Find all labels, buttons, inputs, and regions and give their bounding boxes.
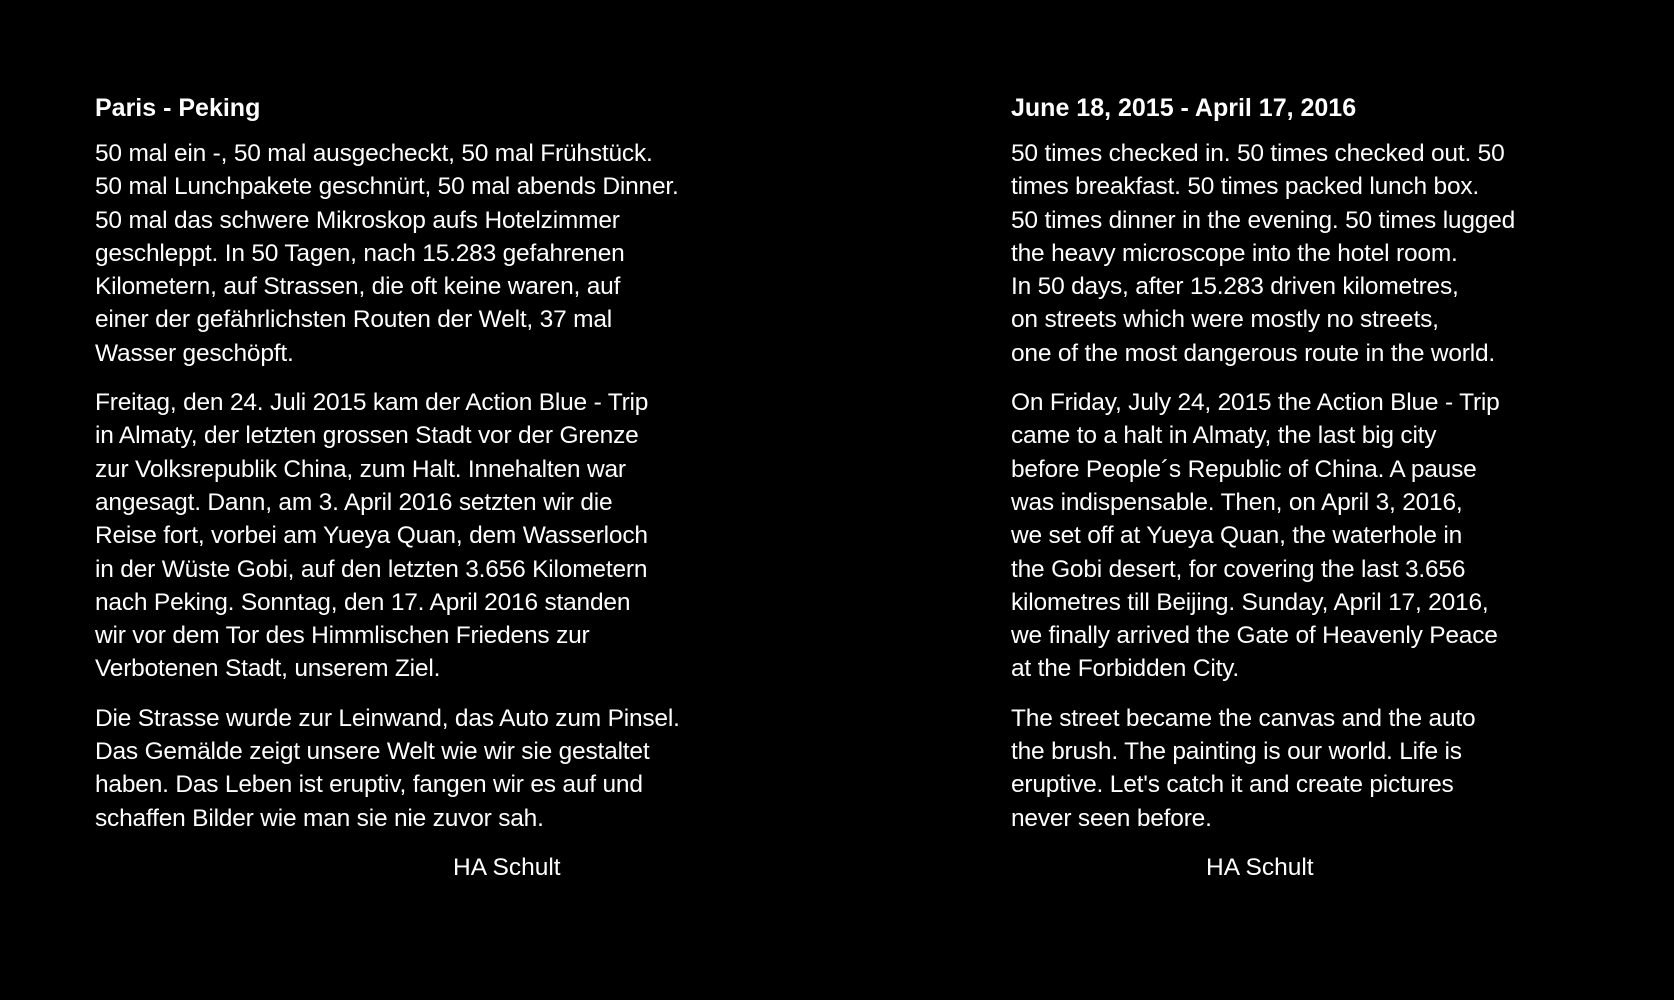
text-line: never seen before. <box>1011 804 1212 832</box>
text-line: 50 mal ein -, 50 mal ausgecheckt, 50 mal Frühstück. <box>95 140 653 167</box>
text-line: nach Peking. Sonntag, den 17. April 2016 standen <box>95 588 631 616</box>
text-line: in Almaty, der letzten grossen Stadt vor der Grenze <box>95 422 639 450</box>
text-line: Kilometern, auf Strassen, die oft keine waren, auf <box>95 273 621 301</box>
text-line: in der Wüste Gobi, auf den letzten 3.656 Kilometern <box>95 555 648 583</box>
german-column <box>95 92 735 884</box>
german-paragraph-2 <box>95 386 735 686</box>
german-paragraph-1 <box>95 137 735 370</box>
text-line: 50 mal Lunchpakete geschnürt, 50 mal abends Dinner. <box>95 173 679 201</box>
english-paragraph-3 <box>1011 702 1651 835</box>
german-signature: HA Schult <box>453 853 561 881</box>
text-line: schaffen Bilder wie man sie nie zuvor sah. <box>95 804 544 832</box>
text-line: at the Forbidden City. <box>1011 655 1240 683</box>
text-line: zur Volksrepublik China, zum Halt. Innehalten war <box>95 455 626 483</box>
text-line: Verbotenen Stadt, unserem Ziel. <box>95 655 441 683</box>
english-paragraph-2 <box>1011 386 1651 686</box>
text-line: was indispensable. Then, on April 3, 2016, <box>1011 488 1463 516</box>
text-line: one of the most dangerous route in the world. <box>1011 339 1496 367</box>
text-line: times breakfast. 50 times packed lunch box. <box>1011 173 1480 201</box>
text-line: Die Strasse wurde zur Leinwand, das Auto zum Pinsel. <box>95 704 680 732</box>
text-line: haben. Das Leben ist eruptiv, fangen wir es auf und <box>95 771 643 799</box>
text-line: einer der gefährlichsten Routen der Welt, 37 mal <box>95 306 612 334</box>
text-line: 50 times dinner in the evening. 50 times lugged <box>1011 206 1516 234</box>
text-line: eruptive. Let's catch it and create pictures <box>1011 771 1454 799</box>
text-line: the brush. The painting is our world. Life is <box>1011 738 1462 766</box>
text-line: before People´s Republic of China. A pause <box>1011 455 1477 483</box>
text-line: Freitag, den 24. Juli 2015 kam der Action Blue - Trip <box>95 389 649 417</box>
german-paragraph-3 <box>95 702 735 835</box>
text-line: came to a halt in Almaty, the last big city <box>1011 422 1437 450</box>
text-line: On Friday, July 24, 2015 the Action Blue - Trip <box>1011 389 1500 417</box>
text-line: Das Gemälde zeigt unsere Welt wie wir sie gestaltet <box>95 738 650 766</box>
text-line: the Gobi desert, for covering the last 3.656 <box>1011 555 1466 583</box>
text-line: Reise fort, vorbei am Yueya Quan, dem Wasserloch <box>95 522 648 550</box>
text-line: geschleppt. In 50 Tagen, nach 15.283 gefahrenen <box>95 239 625 267</box>
english-column <box>1011 92 1651 884</box>
text-line: In 50 days, after 15.283 driven kilometres, <box>1011 273 1459 301</box>
text-line: on streets which were mostly no streets, <box>1011 306 1439 334</box>
text-line: 50 mal das schwere Mikroskop aufs Hotelzimmer <box>95 206 620 234</box>
text-line: kilometres till Beijing. Sunday, April 17, 2016, <box>1011 588 1489 616</box>
text-line: we set off at Yueya Quan, the waterhole in <box>1011 522 1463 550</box>
text-line: the heavy microscope into the hotel room. <box>1011 239 1458 267</box>
text-line: 50 times checked in. 50 times checked out. 50 <box>1011 140 1505 167</box>
text-line: we finally arrived the Gate of Heavenly Peace <box>1011 622 1498 650</box>
text-line: wir vor dem Tor des Himmlischen Friedens zur <box>95 622 590 650</box>
english-signature: HA Schult <box>1206 853 1314 881</box>
text-line: angesagt. Dann, am 3. April 2016 setzten wir die <box>95 488 613 516</box>
english-heading: June 18, 2015 - April 17, 2016 <box>1011 94 1357 122</box>
text-line: Wasser geschöpft. <box>95 339 294 367</box>
english-paragraph-1 <box>1011 137 1651 370</box>
german-heading: Paris - Peking <box>95 94 261 122</box>
text-line: The street became the canvas and the auto <box>1011 704 1476 732</box>
